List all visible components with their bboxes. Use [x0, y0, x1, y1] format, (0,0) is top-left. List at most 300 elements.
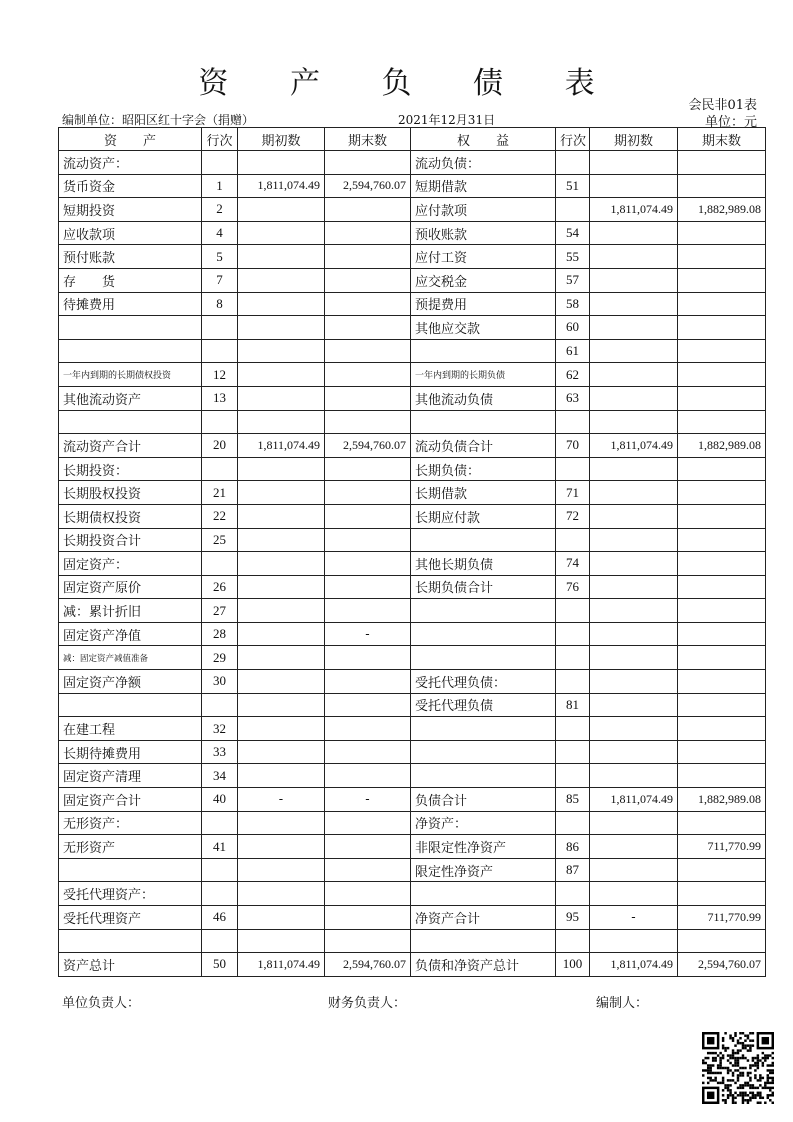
- table-row: [59, 245, 766, 269]
- table-row: [59, 858, 766, 882]
- asset-label-cell: 受托代理资产：: [59, 882, 202, 906]
- row-number-cell: 74: [556, 552, 590, 576]
- begin-amount-cell: [590, 693, 678, 717]
- equity-label-cell: 其他长期负债: [411, 552, 556, 576]
- begin-amount-cell: [238, 151, 325, 175]
- table-row: [59, 268, 766, 292]
- equity-label-cell: 净资产合计: [411, 906, 556, 930]
- asset-label-cell: 固定资产原价: [59, 575, 202, 599]
- equity-label-cell: 限定性净资产: [411, 858, 556, 882]
- col-header-row-no: 行次: [202, 128, 238, 151]
- col-header-row-no-2: 行次: [556, 128, 590, 151]
- table-row: [59, 622, 766, 646]
- table-row: [59, 198, 766, 222]
- table-row: [59, 363, 766, 387]
- row-number-cell: [202, 410, 238, 434]
- equity-label-cell: 流动负债合计: [411, 434, 556, 458]
- col-header-equity: 权 益: [411, 128, 556, 151]
- end-amount-cell: [325, 386, 411, 410]
- equity-label-cell: 长期负债合计: [411, 575, 556, 599]
- row-number-cell: 27: [202, 599, 238, 623]
- end-amount-cell: [325, 198, 411, 222]
- row-number-cell: 12: [202, 363, 238, 387]
- end-amount-cell: [678, 174, 766, 198]
- table-header-row: [59, 128, 766, 151]
- end-amount-cell: [325, 457, 411, 481]
- table-row: [59, 929, 766, 953]
- finance-head-signature: 财务负责人：: [328, 996, 407, 1011]
- row-number-cell: [556, 929, 590, 953]
- begin-amount-cell: [238, 457, 325, 481]
- begin-amount-cell: [238, 245, 325, 269]
- row-number-cell: 30: [202, 670, 238, 694]
- row-number-cell: [556, 670, 590, 694]
- end-amount-cell: [678, 504, 766, 528]
- row-number-cell: 5: [202, 245, 238, 269]
- asset-label-cell: [59, 316, 202, 340]
- table-row: [59, 906, 766, 930]
- asset-label-cell: [59, 929, 202, 953]
- equity-label-cell: 受托代理负债: [411, 693, 556, 717]
- row-number-cell: 70: [556, 434, 590, 458]
- begin-amount-cell: [590, 528, 678, 552]
- asset-label-cell: 长期待摊费用: [59, 740, 202, 764]
- begin-amount-cell: [238, 717, 325, 741]
- row-number-cell: 26: [202, 575, 238, 599]
- end-amount-cell: [678, 457, 766, 481]
- equity-label-cell: 预提费用: [411, 292, 556, 316]
- table-row: [59, 410, 766, 434]
- equity-label-cell: 流动负债：: [411, 151, 556, 175]
- end-amount-cell: [678, 575, 766, 599]
- row-number-cell: 13: [202, 386, 238, 410]
- col-header-begin: 期初数: [238, 128, 325, 151]
- row-number-cell: 34: [202, 764, 238, 788]
- begin-amount-cell: [238, 622, 325, 646]
- begin-amount-cell: [590, 221, 678, 245]
- row-number-cell: 33: [202, 740, 238, 764]
- end-amount-cell: [678, 622, 766, 646]
- end-amount-cell: [325, 929, 411, 953]
- table-row: [59, 339, 766, 363]
- equity-label-cell: 长期负债：: [411, 457, 556, 481]
- end-amount-cell: [325, 717, 411, 741]
- begin-amount-cell: [238, 410, 325, 434]
- equity-label-cell: 净资产：: [411, 811, 556, 835]
- table-row: [59, 504, 766, 528]
- row-number-cell: 85: [556, 788, 590, 812]
- end-amount-cell: [678, 363, 766, 387]
- begin-amount-cell: -: [238, 788, 325, 812]
- end-amount-cell: 2,594,760.07: [678, 953, 766, 977]
- begin-amount-cell: [590, 929, 678, 953]
- end-amount-cell: [325, 245, 411, 269]
- table-row: [59, 528, 766, 552]
- end-amount-cell: [325, 906, 411, 930]
- equity-label-cell: 受托代理负债：: [411, 670, 556, 694]
- end-amount-cell: [325, 410, 411, 434]
- row-number-cell: 63: [556, 386, 590, 410]
- asset-label-cell: 流动资产合计: [59, 434, 202, 458]
- row-number-cell: [556, 410, 590, 434]
- end-amount-cell: [325, 835, 411, 859]
- row-number-cell: 28: [202, 622, 238, 646]
- asset-label-cell: 无形资产: [59, 835, 202, 859]
- currency-unit: 单位：元: [704, 115, 757, 130]
- equity-label-cell: [411, 622, 556, 646]
- end-amount-cell: [325, 528, 411, 552]
- end-amount-cell: [325, 481, 411, 505]
- begin-amount-cell: [590, 316, 678, 340]
- row-number-cell: 46: [202, 906, 238, 930]
- col-header-begin-2: 期初数: [590, 128, 678, 151]
- end-amount-cell: [325, 740, 411, 764]
- equity-label-cell: [411, 528, 556, 552]
- begin-amount-cell: [590, 457, 678, 481]
- asset-label-cell: 固定资产净值: [59, 622, 202, 646]
- row-number-cell: [202, 693, 238, 717]
- table-row: [59, 953, 766, 977]
- table-row: [59, 221, 766, 245]
- row-number-cell: 60: [556, 316, 590, 340]
- equity-label-cell: 一年内到期的长期负债: [411, 363, 556, 387]
- row-number-cell: 21: [202, 481, 238, 505]
- begin-amount-cell: [590, 740, 678, 764]
- begin-amount-cell: [590, 764, 678, 788]
- asset-label-cell: 其他流动资产: [59, 386, 202, 410]
- begin-amount-cell: [590, 268, 678, 292]
- begin-amount-cell: [590, 363, 678, 387]
- begin-amount-cell: 1,811,074.49: [238, 434, 325, 458]
- table-row: [59, 717, 766, 741]
- end-amount-cell: 1,882,989.08: [678, 434, 766, 458]
- begin-amount-cell: [590, 670, 678, 694]
- asset-label-cell: 预付账款: [59, 245, 202, 269]
- equity-label-cell: [411, 882, 556, 906]
- row-number-cell: 41: [202, 835, 238, 859]
- organization-label: 编制单位：昭阳区红十字会（捐赠）: [62, 113, 255, 127]
- end-amount-cell: [678, 339, 766, 363]
- begin-amount-cell: [238, 198, 325, 222]
- row-number-cell: [202, 316, 238, 340]
- asset-label-cell: 固定资产净额: [59, 670, 202, 694]
- equity-label-cell: [411, 646, 556, 670]
- begin-amount-cell: [238, 292, 325, 316]
- table-row: [59, 835, 766, 859]
- asset-label-cell: 一年内到期的长期债权投资: [59, 363, 202, 387]
- asset-label-cell: 货币资金: [59, 174, 202, 198]
- table-row: [59, 151, 766, 175]
- table-row: [59, 811, 766, 835]
- equity-label-cell: 长期应付款: [411, 504, 556, 528]
- equity-label-cell: 应付工资: [411, 245, 556, 269]
- begin-amount-cell: 1,811,074.49: [590, 788, 678, 812]
- col-header-asset: 资 产: [59, 128, 202, 151]
- row-number-cell: [202, 552, 238, 576]
- end-amount-cell: [678, 528, 766, 552]
- asset-label-cell: [59, 858, 202, 882]
- row-number-cell: [556, 764, 590, 788]
- asset-label-cell: [59, 693, 202, 717]
- begin-amount-cell: [238, 268, 325, 292]
- begin-amount-cell: 1,811,074.49: [590, 434, 678, 458]
- asset-label-cell: 长期投资合计: [59, 528, 202, 552]
- end-amount-cell: [678, 646, 766, 670]
- equity-label-cell: 短期借款: [411, 174, 556, 198]
- end-amount-cell: [325, 316, 411, 340]
- row-number-cell: 86: [556, 835, 590, 859]
- equity-label-cell: 非限定性净资产: [411, 835, 556, 859]
- asset-label-cell: 流动资产：: [59, 151, 202, 175]
- begin-amount-cell: [238, 221, 325, 245]
- begin-amount-cell: [238, 811, 325, 835]
- begin-amount-cell: [590, 245, 678, 269]
- row-number-cell: 87: [556, 858, 590, 882]
- end-amount-cell: [325, 858, 411, 882]
- end-amount-cell: 1,882,989.08: [678, 198, 766, 222]
- begin-amount-cell: [590, 339, 678, 363]
- row-number-cell: 95: [556, 906, 590, 930]
- row-number-cell: [202, 151, 238, 175]
- row-number-cell: [556, 622, 590, 646]
- begin-amount-cell: [590, 835, 678, 859]
- table-row: [59, 788, 766, 812]
- table-row: [59, 386, 766, 410]
- row-number-cell: [556, 740, 590, 764]
- end-amount-cell: [678, 693, 766, 717]
- begin-amount-cell: [590, 599, 678, 623]
- begin-amount-cell: [238, 764, 325, 788]
- end-amount-cell: [325, 599, 411, 623]
- page-title: 资 产 负 债 表: [198, 66, 621, 101]
- table-row: [59, 882, 766, 906]
- row-number-cell: [556, 151, 590, 175]
- row-number-cell: [202, 929, 238, 953]
- row-number-cell: 61: [556, 339, 590, 363]
- begin-amount-cell: [590, 481, 678, 505]
- equity-label-cell: 其他应交款: [411, 316, 556, 340]
- row-number-cell: [556, 457, 590, 481]
- row-number-cell: [556, 599, 590, 623]
- equity-label-cell: [411, 410, 556, 434]
- table-row: [59, 646, 766, 670]
- asset-label-cell: 减：累计折旧: [59, 599, 202, 623]
- end-amount-cell: [678, 221, 766, 245]
- begin-amount-cell: [238, 906, 325, 930]
- qr-code-icon: [702, 1032, 774, 1104]
- begin-amount-cell: [590, 151, 678, 175]
- begin-amount-cell: [238, 528, 325, 552]
- asset-label-cell: 受托代理资产: [59, 906, 202, 930]
- row-number-cell: 1: [202, 174, 238, 198]
- row-number-cell: 32: [202, 717, 238, 741]
- end-amount-cell: 711,770.99: [678, 906, 766, 930]
- equity-label-cell: 应付款项: [411, 198, 556, 222]
- equity-label-cell: [411, 929, 556, 953]
- table-row: [59, 693, 766, 717]
- end-amount-cell: [325, 693, 411, 717]
- row-number-cell: 20: [202, 434, 238, 458]
- begin-amount-cell: [590, 882, 678, 906]
- row-number-cell: 51: [556, 174, 590, 198]
- end-amount-cell: -: [325, 788, 411, 812]
- begin-amount-cell: [590, 174, 678, 198]
- end-amount-cell: [678, 552, 766, 576]
- begin-amount-cell: 1,811,074.49: [590, 953, 678, 977]
- end-amount-cell: [325, 221, 411, 245]
- end-amount-cell: -: [325, 622, 411, 646]
- begin-amount-cell: [590, 504, 678, 528]
- asset-label-cell: 长期债权投资: [59, 504, 202, 528]
- end-amount-cell: 711,770.99: [678, 835, 766, 859]
- begin-amount-cell: [238, 693, 325, 717]
- table-row: [59, 174, 766, 198]
- row-number-cell: 54: [556, 221, 590, 245]
- table-row: [59, 292, 766, 316]
- equity-label-cell: 其他流动负债: [411, 386, 556, 410]
- begin-amount-cell: [238, 740, 325, 764]
- end-amount-cell: [678, 292, 766, 316]
- asset-label-cell: 固定资产合计: [59, 788, 202, 812]
- asset-label-cell: 固定资产：: [59, 552, 202, 576]
- begin-amount-cell: [238, 504, 325, 528]
- begin-amount-cell: [590, 622, 678, 646]
- row-number-cell: 2: [202, 198, 238, 222]
- asset-label-cell: 减：固定资产减值准备: [59, 646, 202, 670]
- row-number-cell: [202, 457, 238, 481]
- equity-label-cell: 负债合计: [411, 788, 556, 812]
- table-row: [59, 481, 766, 505]
- table-row: [59, 764, 766, 788]
- asset-label-cell: 存 货: [59, 268, 202, 292]
- col-header-end: 期末数: [325, 128, 411, 151]
- begin-amount-cell: [590, 386, 678, 410]
- asset-label-cell: 待摊费用: [59, 292, 202, 316]
- begin-amount-cell: [590, 292, 678, 316]
- equity-label-cell: [411, 764, 556, 788]
- row-number-cell: [202, 882, 238, 906]
- row-number-cell: 4: [202, 221, 238, 245]
- row-number-cell: 25: [202, 528, 238, 552]
- end-amount-cell: [325, 504, 411, 528]
- table-row: [59, 457, 766, 481]
- row-number-cell: [556, 882, 590, 906]
- equity-label-cell: 预收账款: [411, 221, 556, 245]
- asset-label-cell: 长期股权投资: [59, 481, 202, 505]
- begin-amount-cell: [238, 339, 325, 363]
- begin-amount-cell: [238, 575, 325, 599]
- row-number-cell: 55: [556, 245, 590, 269]
- end-amount-cell: [325, 811, 411, 835]
- equity-label-cell: 长期借款: [411, 481, 556, 505]
- row-number-cell: 57: [556, 268, 590, 292]
- asset-label-cell: 短期投资: [59, 198, 202, 222]
- end-amount-cell: 2,594,760.07: [325, 434, 411, 458]
- end-amount-cell: [325, 268, 411, 292]
- unit-head-signature: 单位负责人：: [62, 996, 141, 1011]
- end-amount-cell: [678, 599, 766, 623]
- begin-amount-cell: 1,811,074.49: [238, 953, 325, 977]
- end-amount-cell: [678, 386, 766, 410]
- asset-label-cell: 长期投资：: [59, 457, 202, 481]
- begin-amount-cell: [238, 646, 325, 670]
- asset-label-cell: [59, 339, 202, 363]
- end-amount-cell: [678, 929, 766, 953]
- end-amount-cell: [325, 339, 411, 363]
- begin-amount-cell: [238, 882, 325, 906]
- row-number-cell: [556, 528, 590, 552]
- row-number-cell: [202, 858, 238, 882]
- end-amount-cell: [325, 882, 411, 906]
- table-row: [59, 316, 766, 340]
- end-amount-cell: [678, 245, 766, 269]
- equity-label-cell: [411, 740, 556, 764]
- begin-amount-cell: 1,811,074.49: [590, 198, 678, 222]
- end-amount-cell: [325, 151, 411, 175]
- table-row: [59, 740, 766, 764]
- table-row: [59, 552, 766, 576]
- begin-amount-cell: [238, 386, 325, 410]
- asset-label-cell: 应收款项: [59, 221, 202, 245]
- end-amount-cell: [325, 764, 411, 788]
- row-number-cell: [556, 811, 590, 835]
- end-amount-cell: [678, 268, 766, 292]
- end-amount-cell: [678, 151, 766, 175]
- asset-label-cell: 无形资产：: [59, 811, 202, 835]
- end-amount-cell: [325, 670, 411, 694]
- form-code: 会民非01表: [688, 98, 757, 113]
- end-amount-cell: [325, 292, 411, 316]
- row-number-cell: [556, 646, 590, 670]
- end-amount-cell: [678, 481, 766, 505]
- row-number-cell: 29: [202, 646, 238, 670]
- begin-amount-cell: [238, 835, 325, 859]
- asset-label-cell: 固定资产清理: [59, 764, 202, 788]
- end-amount-cell: [325, 363, 411, 387]
- row-number-cell: [202, 811, 238, 835]
- end-amount-cell: [678, 670, 766, 694]
- equity-label-cell: [411, 599, 556, 623]
- col-header-end-2: 期末数: [678, 128, 766, 151]
- begin-amount-cell: [590, 811, 678, 835]
- balance-sheet-table: [58, 127, 766, 977]
- preparer-signature: 编制人：: [596, 996, 649, 1011]
- begin-amount-cell: [590, 410, 678, 434]
- begin-amount-cell: [238, 316, 325, 340]
- table-row: [59, 575, 766, 599]
- table-row: [59, 599, 766, 623]
- begin-amount-cell: [590, 858, 678, 882]
- end-amount-cell: [678, 811, 766, 835]
- row-number-cell: 76: [556, 575, 590, 599]
- end-amount-cell: [678, 740, 766, 764]
- end-amount-cell: [678, 764, 766, 788]
- begin-amount-cell: 1,811,074.49: [238, 174, 325, 198]
- row-number-cell: 40: [202, 788, 238, 812]
- row-number-cell: 22: [202, 504, 238, 528]
- row-number-cell: 58: [556, 292, 590, 316]
- begin-amount-cell: [238, 858, 325, 882]
- end-amount-cell: [325, 575, 411, 599]
- end-amount-cell: [678, 316, 766, 340]
- end-amount-cell: 2,594,760.07: [325, 953, 411, 977]
- row-number-cell: [556, 198, 590, 222]
- end-amount-cell: [678, 717, 766, 741]
- begin-amount-cell: [590, 552, 678, 576]
- row-number-cell: 62: [556, 363, 590, 387]
- begin-amount-cell: [590, 646, 678, 670]
- begin-amount-cell: -: [590, 906, 678, 930]
